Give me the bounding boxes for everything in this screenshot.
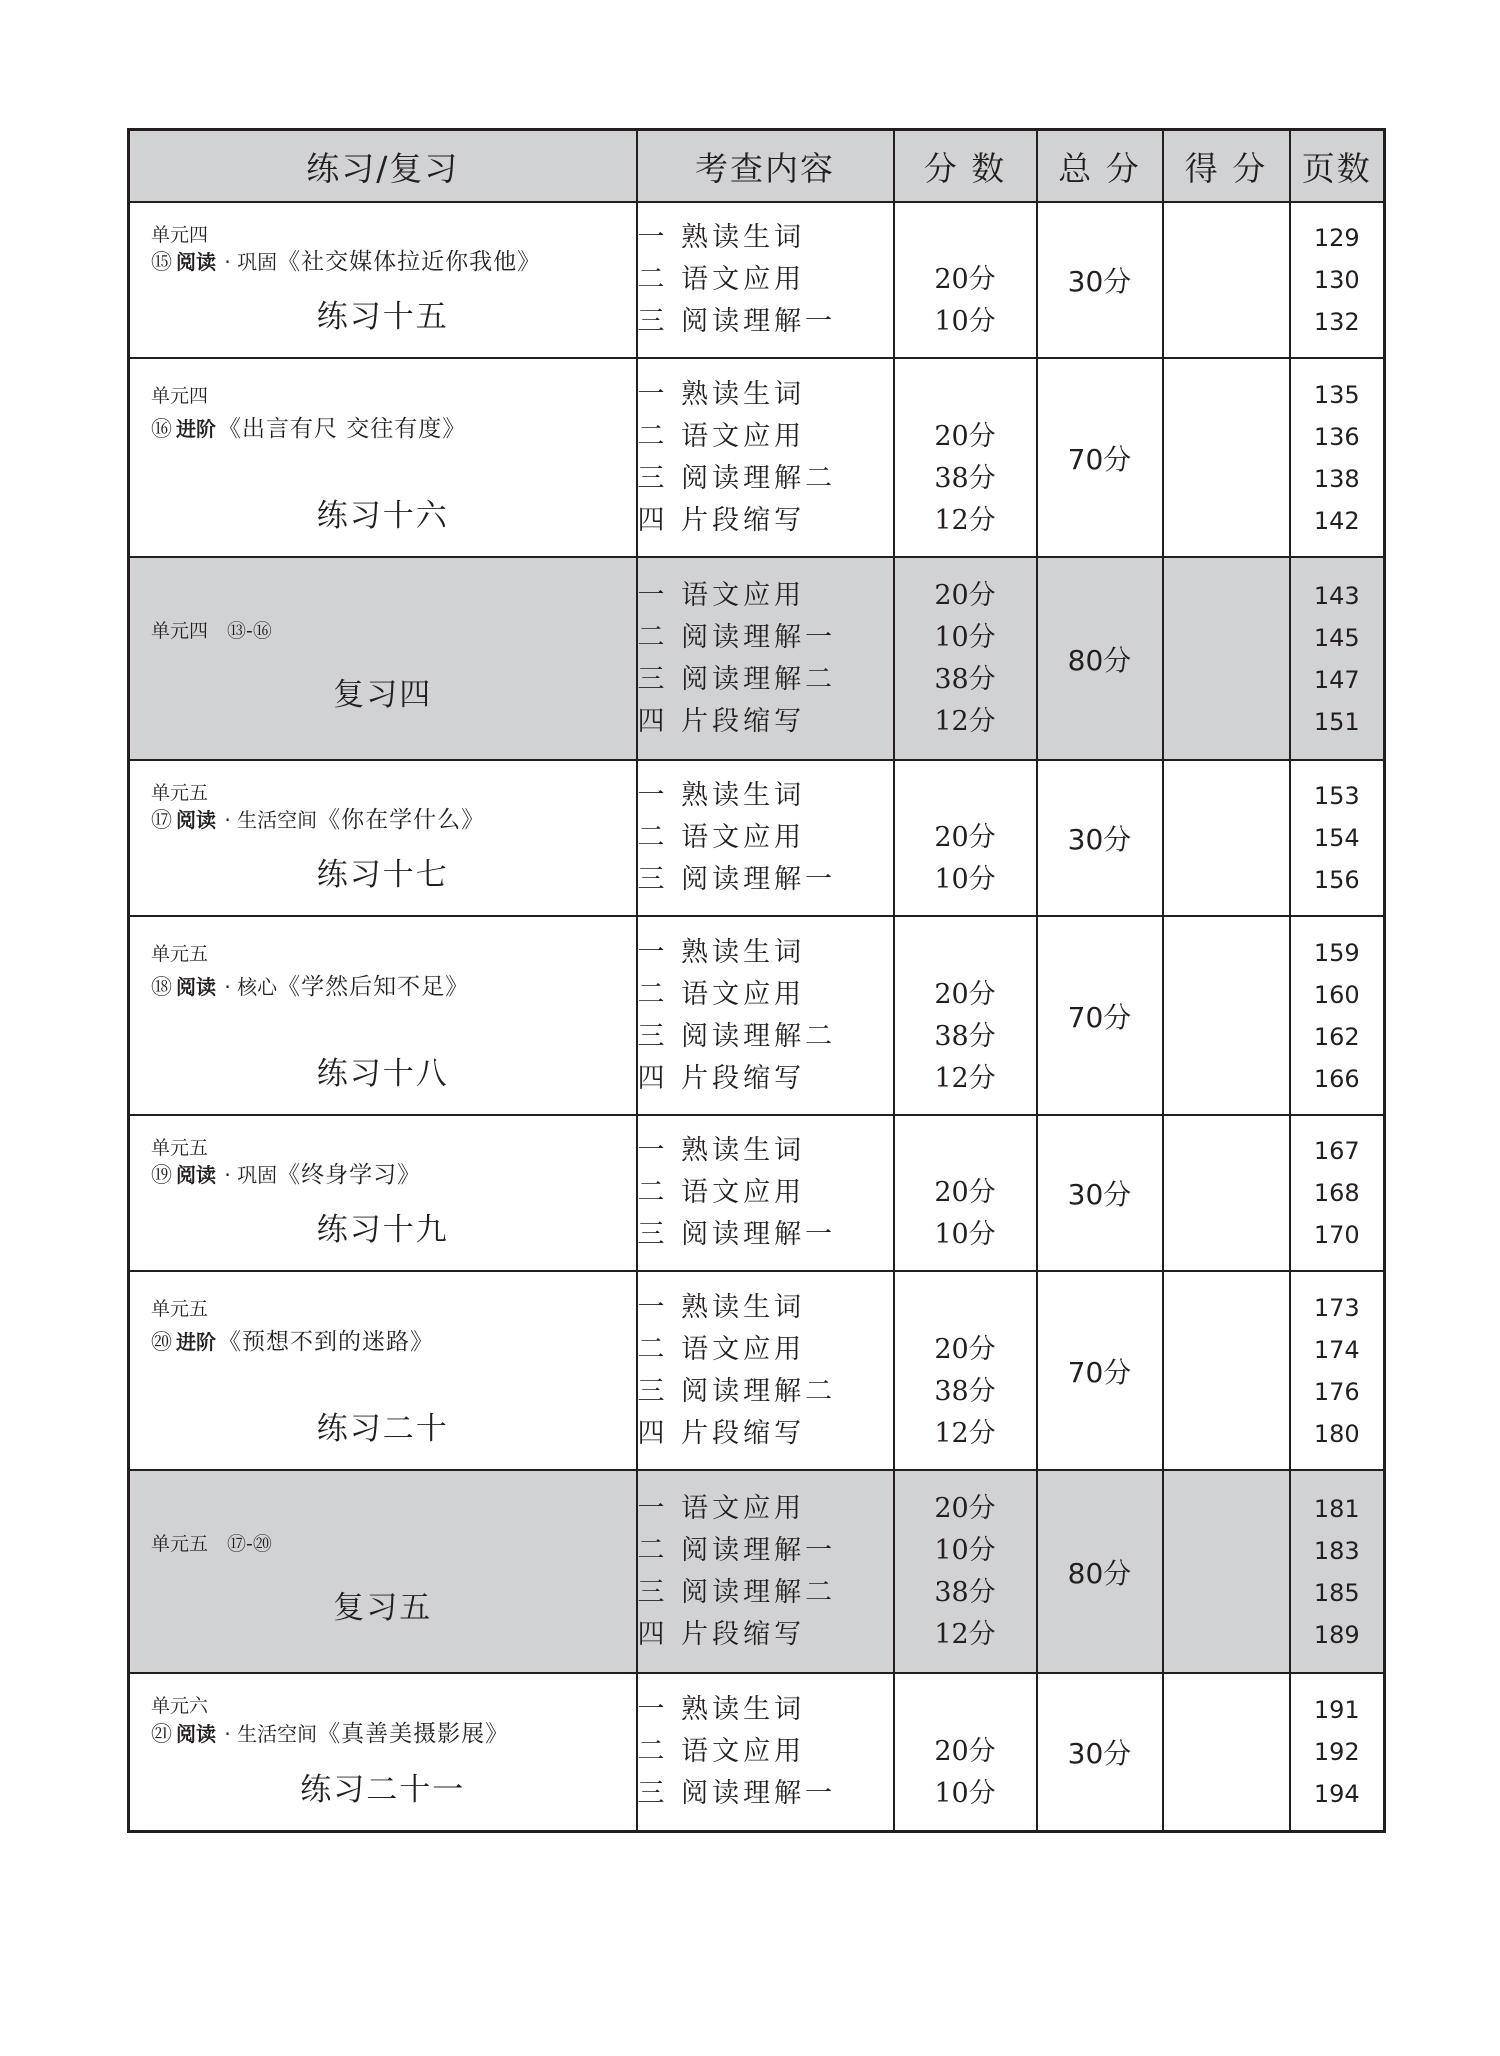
content-cell (637, 1115, 894, 1271)
unit-label: 单元四 (151, 385, 209, 407)
table-row (129, 557, 1385, 760)
lesson-kind: 阅读 (176, 1163, 216, 1187)
table-row (129, 358, 1385, 557)
header-obtained: 得 分 (1163, 130, 1290, 203)
lesson-number: ⑰ (151, 808, 172, 832)
total-score: 30分 (1037, 1115, 1163, 1271)
page-number: 136 (1313, 422, 1360, 451)
page-number: 191 (1313, 1696, 1360, 1724)
page-number: 143 (1313, 581, 1360, 610)
score-value: 38分 (934, 1576, 996, 1608)
lesson-line (151, 801, 485, 834)
exercise-table (127, 128, 1386, 1833)
score-value: 20分 (934, 1492, 996, 1524)
score-cell (894, 557, 1037, 760)
total-score: 70分 (1037, 916, 1163, 1115)
header-content: 考查内容 (637, 130, 894, 203)
obtained-score-cell (1163, 1115, 1290, 1271)
page-cell (1290, 1673, 1385, 1832)
page-number: 129 (1313, 224, 1360, 252)
total-score: 70分 (1037, 1271, 1163, 1470)
exercise-name: 练习十六 (316, 498, 449, 534)
total-score: 80分 (1037, 1470, 1163, 1673)
content-item: 二 语文应用 (637, 264, 806, 295)
score-value: 10分 (934, 1778, 996, 1809)
page-cell (1290, 358, 1385, 557)
lesson-kind: 阅读 (176, 250, 216, 274)
page-number: 132 (1313, 308, 1360, 336)
content-cell (637, 760, 894, 916)
page-number: 145 (1313, 623, 1360, 652)
lesson-kind: 阅读 (176, 975, 216, 999)
content-item: 一 熟读生词 (637, 222, 806, 253)
page-number: 170 (1313, 1221, 1360, 1249)
content-item: 四 片段缩写 (637, 1062, 806, 1094)
table-header-row (129, 130, 1385, 203)
exercise-name: 复习五 (333, 1590, 433, 1626)
lesson-line (151, 1323, 434, 1356)
page-number: 168 (1313, 1179, 1360, 1207)
lesson-topic: · 巩固 (218, 250, 278, 274)
obtained-score-cell (1163, 202, 1290, 358)
score-value: 20分 (934, 579, 996, 611)
content-item: 三 阅读理解一 (637, 1219, 837, 1250)
score-value: 10分 (934, 1534, 996, 1566)
table-row (129, 1115, 1385, 1271)
lesson-topic: · 巩固 (218, 1163, 278, 1187)
content-item: 三 阅读理解二 (637, 1375, 837, 1407)
exercise-name: 练习十七 (316, 857, 449, 893)
score-value: 12分 (934, 1618, 996, 1650)
page-number: 180 (1313, 1419, 1360, 1448)
lesson-kind: 进阶 (176, 1330, 216, 1354)
content-item: 三 阅读理解一 (637, 864, 837, 895)
table-row (129, 916, 1385, 1115)
exercise-title-cell (129, 1470, 637, 1673)
content-item: 二 阅读理解一 (637, 1534, 837, 1566)
score-cell (894, 358, 1037, 557)
content-cell (637, 1470, 894, 1673)
content-cell (637, 557, 894, 760)
score-value: 38分 (934, 1375, 996, 1407)
score-value: 38分 (934, 462, 996, 494)
unit-label: 单元四 (151, 224, 209, 246)
lesson-title: 《社交媒体拉近你我他》 (277, 249, 542, 275)
content-item: 三 阅读理解二 (637, 462, 837, 494)
page-number: 173 (1313, 1293, 1360, 1322)
page-cell (1290, 1470, 1385, 1673)
lesson-topic: · 生活空间 (218, 808, 318, 832)
lesson-number: ⑯ (151, 417, 172, 441)
lesson-line (151, 243, 541, 276)
content-item: 三 阅读理解一 (637, 306, 837, 337)
exercise-name: 练习十五 (316, 299, 449, 335)
page-number: 156 (1313, 866, 1360, 894)
lesson-topic: · 核心 (218, 975, 278, 999)
lesson-title: 《终身学习》 (277, 1162, 422, 1188)
obtained-score-cell (1163, 358, 1290, 557)
content-item: 四 片段缩写 (637, 504, 806, 536)
exercise-title-cell (129, 916, 637, 1115)
content-item: 一 熟读生词 (637, 936, 806, 968)
lesson-kind: 进阶 (176, 417, 216, 441)
content-item: 一 熟读生词 (637, 1291, 806, 1323)
lesson-title: 《出言有尺 交往有度》 (218, 416, 467, 442)
page-number: 147 (1313, 665, 1360, 694)
score-value (895, 1689, 1036, 1731)
total-score: 30分 (1037, 202, 1163, 358)
exercise-title-cell (129, 1115, 637, 1271)
score-value (895, 1287, 1036, 1329)
score-value: 10分 (934, 621, 996, 653)
obtained-score-cell (1163, 1271, 1290, 1470)
page-number: 153 (1313, 782, 1360, 810)
content-item: 一 熟读生词 (637, 780, 806, 811)
unit-label: 单元四 ⑬-⑯ (151, 620, 272, 642)
page-number: 166 (1313, 1064, 1360, 1093)
page-cell (1290, 557, 1385, 760)
score-value: 10分 (934, 1219, 996, 1250)
content-item: 四 片段缩写 (637, 1417, 806, 1449)
page-number: 162 (1313, 1022, 1360, 1051)
content-item: 二 语文应用 (637, 822, 806, 853)
lesson-number: ⑮ (151, 250, 172, 274)
page-number: 160 (1313, 980, 1360, 1009)
page-number: 174 (1313, 1335, 1360, 1364)
table-row (129, 1673, 1385, 1832)
page-cell (1290, 760, 1385, 916)
table-row (129, 202, 1385, 358)
score-value (895, 374, 1036, 416)
score-value (895, 775, 1036, 817)
content-cell (637, 1271, 894, 1470)
content-cell (637, 916, 894, 1115)
lesson-kind: 阅读 (176, 808, 216, 832)
lesson-number: ㉑ (151, 1722, 172, 1746)
table-row (129, 1470, 1385, 1673)
table-row (129, 760, 1385, 916)
content-item: 二 语文应用 (637, 1333, 806, 1365)
page-number: 176 (1313, 1377, 1360, 1406)
content-item: 一 语文应用 (637, 579, 806, 611)
content-item: 四 片段缩写 (637, 705, 806, 737)
score-cell (894, 1115, 1037, 1271)
score-value: 12分 (934, 1417, 996, 1449)
unit-label: 单元五 (151, 782, 209, 804)
exercise-title-cell (129, 557, 637, 760)
page-number: 138 (1313, 464, 1360, 493)
lesson-topic: · 生活空间 (218, 1722, 318, 1746)
content-item: 二 语文应用 (637, 420, 806, 452)
lesson-title: 《你在学什么》 (317, 807, 486, 833)
obtained-score-cell (1163, 557, 1290, 760)
page-cell (1290, 1271, 1385, 1470)
score-value: 20分 (934, 978, 996, 1010)
lesson-title: 《学然后知不足》 (277, 974, 470, 1000)
score-value: 20分 (934, 1333, 996, 1365)
page-number: 192 (1313, 1738, 1360, 1766)
page-number: 151 (1313, 707, 1360, 736)
page-number: 189 (1313, 1620, 1360, 1649)
unit-label: 单元五 ⑰-⑳ (151, 1533, 272, 1555)
lesson-kind: 阅读 (176, 1722, 216, 1746)
page-number: 181 (1313, 1494, 1360, 1523)
score-value (895, 932, 1036, 974)
exercise-title-cell (129, 1271, 637, 1470)
score-value: 38分 (934, 1020, 996, 1052)
content-cell (637, 358, 894, 557)
score-cell (894, 202, 1037, 358)
page-number: 130 (1313, 266, 1360, 294)
obtained-score-cell (1163, 916, 1290, 1115)
score-cell (894, 1470, 1037, 1673)
content-cell (637, 1673, 894, 1832)
total-score: 70分 (1037, 358, 1163, 557)
content-item: 一 熟读生词 (637, 378, 806, 410)
content-item: 三 阅读理解一 (637, 1778, 837, 1809)
unit-label: 单元五 (151, 1137, 209, 1159)
content-item: 二 语文应用 (637, 1177, 806, 1208)
lesson-title: 《预想不到的迷路》 (218, 1329, 434, 1355)
obtained-score-cell (1163, 1673, 1290, 1832)
page-cell (1290, 916, 1385, 1115)
lesson-number: ⑲ (151, 1163, 172, 1187)
exercise-name: 练习十八 (316, 1056, 449, 1092)
score-cell (894, 916, 1037, 1115)
content-item: 三 阅读理解二 (637, 1020, 837, 1052)
content-item: 二 阅读理解一 (637, 621, 837, 653)
exercise-title-cell (129, 358, 637, 557)
exercise-name: 复习四 (333, 677, 433, 713)
lesson-line (151, 968, 469, 1001)
content-item: 一 熟读生词 (637, 1694, 806, 1725)
content-item: 一 语文应用 (637, 1492, 806, 1524)
score-value: 20分 (934, 420, 996, 452)
page-number: 154 (1313, 824, 1360, 852)
lesson-line (151, 410, 466, 443)
exercise-title-cell (129, 760, 637, 916)
lesson-line (151, 1715, 509, 1748)
page-number: 135 (1313, 380, 1360, 409)
score-value: 20分 (934, 1736, 996, 1767)
content-item: 三 阅读理解二 (637, 1576, 837, 1608)
lesson-line (151, 1156, 421, 1189)
exercise-name: 练习二十 (316, 1411, 449, 1447)
score-value: 20分 (934, 264, 996, 295)
obtained-score-cell (1163, 760, 1290, 916)
header-pages: 页数 (1290, 130, 1385, 203)
page-cell (1290, 1115, 1385, 1271)
exercise-name: 练习二十一 (300, 1772, 466, 1808)
exercise-title-cell (129, 1673, 637, 1832)
lesson-number: ⑳ (151, 1330, 172, 1354)
page-number: 159 (1313, 938, 1360, 967)
header-total: 总 分 (1037, 130, 1163, 203)
page-number: 167 (1313, 1137, 1360, 1165)
score-value: 20分 (934, 1177, 996, 1208)
score-cell (894, 760, 1037, 916)
page-cell (1290, 202, 1385, 358)
score-value: 10分 (934, 864, 996, 895)
header-score: 分 数 (894, 130, 1037, 203)
lesson-number: ⑱ (151, 975, 172, 999)
obtained-score-cell (1163, 1470, 1290, 1673)
score-value: 38分 (934, 663, 996, 695)
score-value (895, 1130, 1036, 1172)
score-cell (894, 1673, 1037, 1832)
total-score: 30分 (1037, 760, 1163, 916)
total-score: 80分 (1037, 557, 1163, 760)
page-number: 183 (1313, 1536, 1360, 1565)
score-value: 12分 (934, 705, 996, 737)
lesson-title: 《真善美摄影展》 (317, 1721, 510, 1747)
score-value: 12分 (934, 504, 996, 536)
content-cell (637, 202, 894, 358)
content-item: 二 语文应用 (637, 1736, 806, 1767)
score-value: 10分 (934, 306, 996, 337)
page-number: 194 (1313, 1780, 1360, 1808)
page-number: 185 (1313, 1578, 1360, 1607)
score-cell (894, 1271, 1037, 1470)
score-value (895, 217, 1036, 259)
unit-label: 单元六 (151, 1695, 209, 1717)
exercise-title-cell (129, 202, 637, 358)
score-value: 20分 (934, 822, 996, 853)
unit-label: 单元五 (151, 943, 209, 965)
content-item: 三 阅读理解二 (637, 663, 837, 695)
content-item: 四 片段缩写 (637, 1618, 806, 1650)
page-number: 142 (1313, 506, 1360, 535)
header-exercise: 练习/复习 (129, 130, 637, 203)
content-item: 一 熟读生词 (637, 1135, 806, 1166)
score-value: 12分 (934, 1062, 996, 1094)
exercise-name: 练习十九 (316, 1212, 449, 1248)
table-row (129, 1271, 1385, 1470)
content-item: 二 语文应用 (637, 978, 806, 1010)
unit-label: 单元五 (151, 1298, 209, 1320)
total-score: 30分 (1037, 1673, 1163, 1832)
